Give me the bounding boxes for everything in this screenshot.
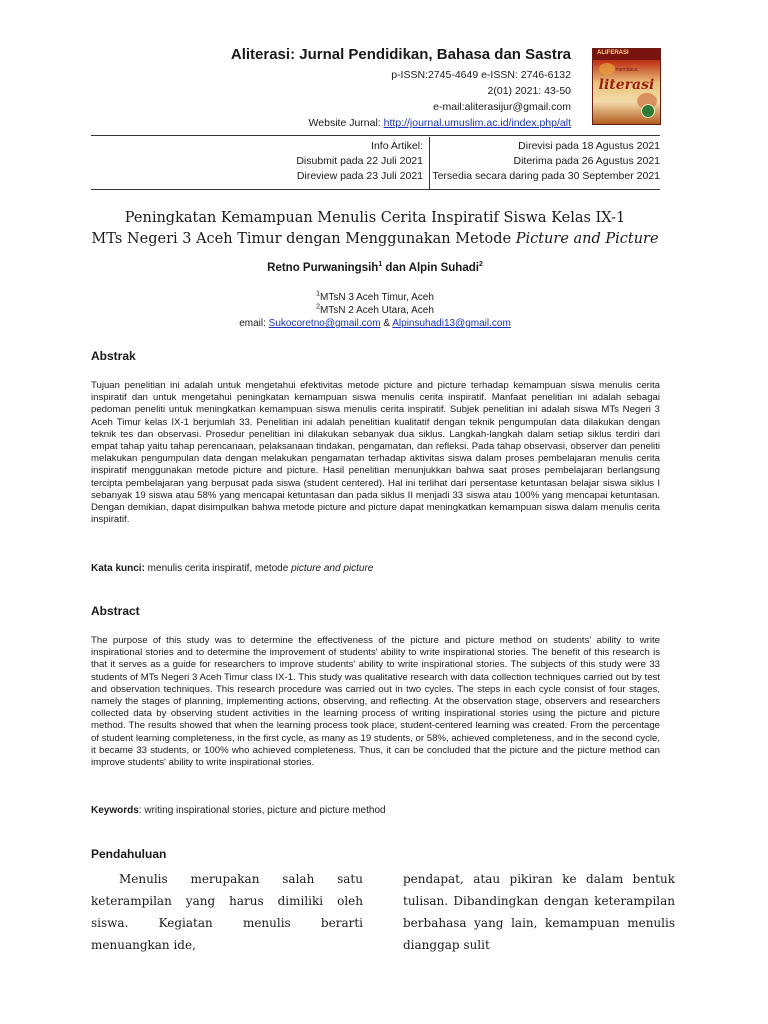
email-link-1[interactable]: Sukocoretno@gmail.com [268,318,381,329]
affiliation-2-sup: 2 [316,303,320,311]
info-accepted: Diterima pada 26 Agustus 2021 [513,155,660,167]
title-line-2-text: MTs Negeri 3 Aceh Timur dengan Menggunakan Metode [91,231,516,247]
abstract-text: The purpose of this study was to determine the effectiveness of the picture and picture method on students' ability to write inspirational stories and to determine the improvement of students' ability to write inspirational stories. The benefit of this research is that it serves as a guide for researchers to improve students' ability to write inspirational stories. The subjects of this study were 33 students of MTs Negeri 3 Aceh Timur class IX-1. This study was qualitative research with data collection techniques carried out by test and observation techniques. This research procedure was carried out in two cycles. The steps in each cycle consist of four stages, namely the stages of planning, implementing actions, observing, and reflecting. At the observation stage, observers and researchers collected data by observing student activities in the learning process of writing inspirational stories using the picture and picture method. The results showed that when the learning process took place, student-centered learning was created. From the percentage of student learning completeness, in the first cycle, as many as 19 students, or 58%, achieved completeness, and in the second cycle, it became 33 students, or 100% who achieved completeness. Thus, it can be concluded that the picture and the picture method can improve students' ability to write inspirational stories. [91,635,660,769]
info-submitted: Disubmit pada 22 Juli 2021 [296,155,423,167]
email-link-2[interactable]: Alpinsuhadi13@gmail.com [392,318,511,329]
kata-kunci-text: menulis cerita inspiratif, metode [144,563,292,574]
info-divider [429,137,430,189]
body-column-1: Menulis merupakan salah satu keterampilan yang harus dimiliki oleh siswa. Kegiatan menulis berarti menuangkan ide, [91,872,363,952]
article-info-right [432,139,660,184]
paper-authors [60,262,690,274]
affiliation-1-text: MTsN 3 Aceh Timur, Aceh [319,292,434,303]
affiliation-2 [60,304,690,317]
keywords-text: : writing inspirational stories, picture and picture method [138,805,386,816]
affiliations [60,291,690,330]
abstract-heading: Abstract [91,604,140,618]
kata-kunci-italic: picture and picture [291,563,374,574]
title-line-1: Peningkatan Kemampuan Menulis Cerita Inspiratif Siswa Kelas IX-1 [124,210,626,226]
info-revised: Direvisi pada 18 Agustus 2021 [518,140,660,152]
cover-band-text: ALIFERASI [597,50,629,56]
author-2-sup: 2 [478,261,483,269]
journal-website [231,115,571,131]
website-link[interactable]: http://journal.umuslim.ac.id/index.php/alt [383,117,571,129]
abstrak-heading: Abstrak [91,349,136,363]
pendahuluan-heading: Pendahuluan [91,847,167,861]
affiliation-1 [60,291,690,304]
abstract-keywords [91,805,660,816]
affiliation-2-text: MTsN 2 Aceh Utara, Aceh [319,305,434,316]
author-2: Alpin Suhadi [408,262,479,274]
info-top-rule [91,135,660,136]
keywords-label: Keywords [91,805,139,816]
info-reviewed: Direview pada 23 Juli 2021 [296,170,423,182]
abstrak-text: Tujuan penelitian ini adalah untuk mengetahui efektivitas metode picture and picture terhadap kemampuan siswa menulis cerita inspiratif dan untuk mengetahui peningkatan kemampuan siswa menulis cerita inspiratif. Manfaat penelitian ini adalah sebagai pedoman peneliti untuk meningkatkan kemampuan siswa menulis cerita inspiratif. Subjek penelitian ini adalah siswa MTs Negeri 3 Aceh Timur kelas IX-1 berjumlah 33. Penelitian ini adalah penelitian kualitatif dengan teknik pengumpulan data dilakukan dengan teknik tes dan observasi. Prosedur penelitian ini dilakukan sebanyak dua siklus. Langkah-langkah dalam setiap siklus terdiri dari empat tahap yaitu tahap perencanaan, pelaksanaan tindakan, pengamatan, dan refleksi. Pada tahap observasi, observer dan peneliti melakukan pengumpulan data dengan melakukan pengamatan terhadap aktivitas siswa dalam proses pembelajaran menulis cerita inspiratif menggunakan metode picture and picture. Hasil penelitian menunjukkan bahwa saat proses pembelajaran berlangsung tercipta pembelajaran yang berpusat pada siswa (student centered). Hal ini terlihat dari persentase ketuntasan belajar siswa siklus I sebanyak 19 siswa atau 58% yang mencapai ketuntasan dan pada siklus II menjadi 33 siswa atau 100% yang mencapai ketuntasan. Dengan demikian, dapat disimpulkan bahwa metode picture and picture dapat meningkatkan kemampuan siswa dalam menulis cerita inspiratif. [91,380,660,526]
journal-name: Aliterasi: Jurnal Pendidikan, Bahasa dan Sastra [230,46,571,63]
author-emails [60,317,690,330]
email-amp: & [380,318,393,329]
paper-title [60,208,690,250]
journal-volume: 2(01) 2021: 43-50 [487,85,571,97]
journal-email: e-mail:aliterasijur@gmail.com [433,101,571,113]
cover-band [593,49,660,60]
journal-header [231,44,571,131]
author-1-sup: 1 [378,261,383,269]
email-label: email: [239,318,269,329]
info-label: Info Artikel: [371,140,423,152]
info-online: Tersedia secara daring pada 30 September 2021 [432,170,660,182]
cover-sub-text: membaca [615,67,638,73]
journal-issn: p-ISSN:2745-4649 e-ISSN: 2746-6132 [391,69,571,81]
abstrak-keywords [91,563,660,574]
journal-cover-image [592,48,661,125]
info-bottom-rule [91,189,660,190]
cover-seal-icon [641,104,655,118]
title-line-2 [60,229,690,250]
body-column-2: pendapat, atau pikiran ke dalam bentuk tulisan. Dibandingkan dengan keterampilan berbahasa yang lain, kemampuan menulis dianggap sulit [403,872,675,952]
kata-kunci-label: Kata kunci: [91,563,145,574]
author-connector: dan [382,262,409,274]
website-label: Website Jurnal: [308,117,384,129]
cover-title-text: literasi [598,77,655,93]
article-info-left [296,139,423,184]
affiliation-1-sup: 1 [316,290,320,298]
title-line-2-italic: Picture and Picture [515,231,659,247]
author-1: Retno Purwaningsih [267,262,379,274]
